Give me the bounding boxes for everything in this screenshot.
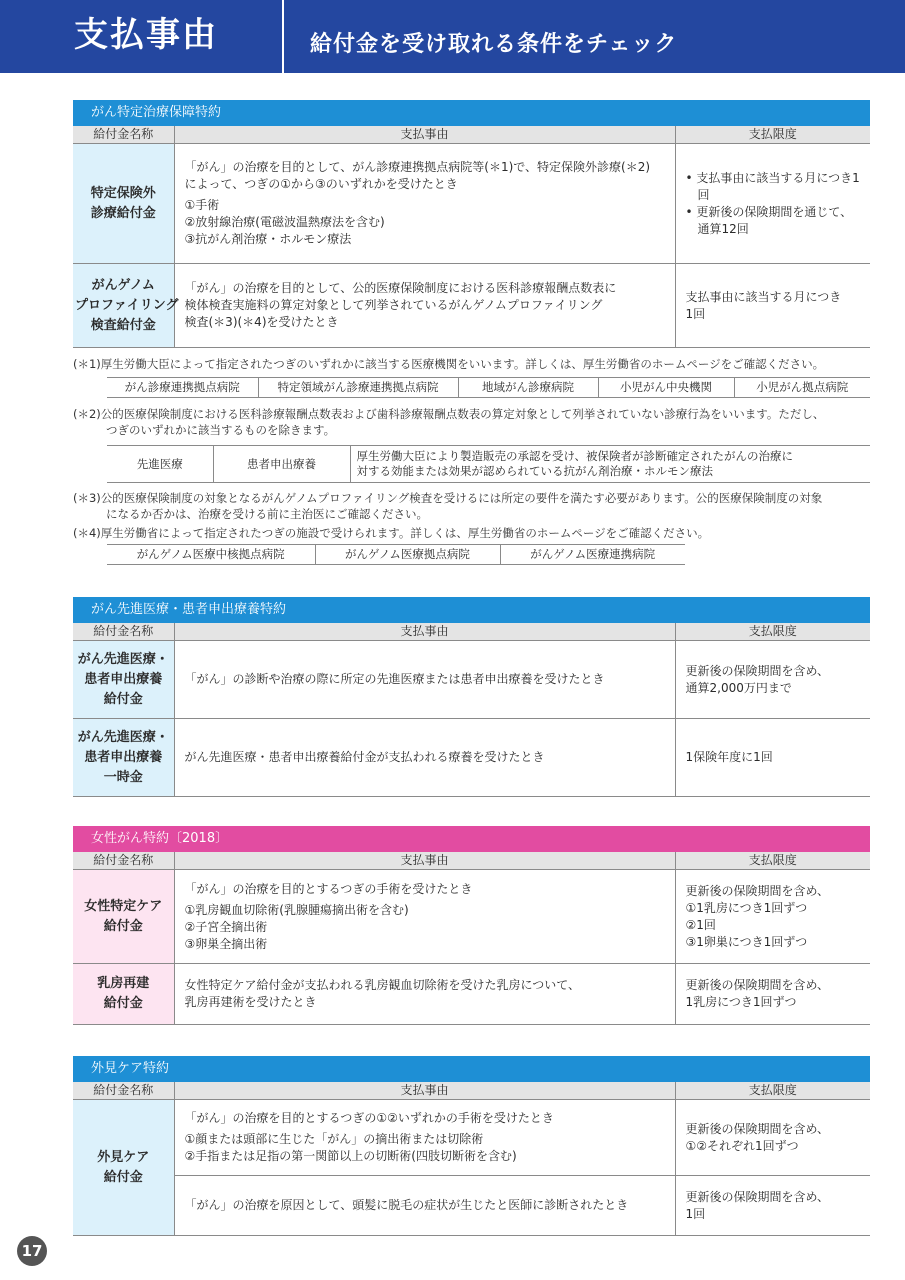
name-line: がん先進医療・ — [77, 651, 169, 667]
reason-line: ①乳房観血切除術(乳腺腫瘍摘出術を含む) — [184, 902, 409, 917]
benefit-name — [73, 641, 174, 719]
reason-line: 「がん」の治療を目的として、がん診療連携拠点病院等(＊1)で、特定保険外診療(＊2) — [184, 160, 651, 174]
limit-line: 1回 — [685, 306, 706, 321]
limit-line: 更新後の保険期間を含め、 — [685, 1189, 830, 1204]
page-title: 支払事由 — [74, 15, 218, 55]
note-text: (＊4)厚生労働省によって指定されたつぎの施設で受けられます。詳しくは、厚生労働省のホームページをご確認ください。 — [73, 526, 710, 540]
reason-line: ③抗がん剤治療・ホルモン療法 — [184, 232, 352, 246]
limit-line: ①1乳房につき1回ずつ — [685, 900, 808, 915]
benefit-limit — [675, 1100, 870, 1176]
list-item — [350, 446, 870, 483]
benefit-reason — [174, 144, 675, 264]
list-item: がん診療連携拠点病院 — [107, 378, 258, 398]
name-line: がん先進医療・ — [77, 729, 169, 745]
col-header-limit: 支払限度 — [675, 623, 870, 641]
col-header-reason: 支払事由 — [174, 623, 675, 641]
reason-line: 「がん」の治療を目的とするつぎの①②いずれかの手術を受けたとき — [184, 1111, 554, 1125]
page-subtitle: 給付金を受け取れる条件をチェック — [310, 32, 678, 57]
table-header-row — [73, 623, 870, 641]
footnote-2 — [73, 406, 873, 438]
header-divider — [282, 0, 284, 73]
col-header-reason: 支払事由 — [174, 852, 675, 870]
footnote-3 — [73, 490, 873, 522]
benefit-name — [73, 1100, 174, 1236]
name-line: 検査給付金 — [90, 317, 156, 333]
benefit-table — [73, 852, 870, 1025]
list-item-line: 対する効能または効果が認められている抗がん剤治療・ホルモン療法 — [356, 464, 713, 478]
reason-line: ①手術 — [184, 198, 220, 212]
reason-line: ②放射線治療(電磁波温熱療法を含む) — [184, 215, 385, 229]
table-row — [73, 870, 870, 964]
benefit-reason — [174, 264, 675, 348]
table-header-row — [73, 1082, 870, 1100]
name-line: 給付金 — [103, 996, 143, 1011]
limit-line: ①②それぞれ1回ずつ — [685, 1138, 799, 1153]
table-row — [73, 719, 870, 797]
limit-line: 更新後の保険期間を含め、 — [685, 663, 830, 678]
section-title: がん先進医療・患者申出療養特約 — [73, 597, 870, 623]
section-female-cancer — [73, 826, 870, 1025]
list-item: 小児がん拠点病院 — [734, 378, 870, 398]
benefit-reason — [174, 719, 675, 797]
benefit-table — [73, 623, 870, 797]
page-header — [0, 0, 905, 73]
reason-line: がん先進医療・患者申出療養給付金が支払われる療養を受けたとき — [184, 750, 545, 764]
name-line: がんゲノム — [91, 277, 155, 293]
benefit-limit — [675, 641, 870, 719]
benefit-table — [73, 126, 870, 348]
benefit-reason — [174, 1176, 675, 1236]
reason-line: 「がん」の診断や治療の際に所定の先進医療または患者申出療養を受けたとき — [184, 672, 605, 686]
name-line: 診療給付金 — [90, 205, 156, 221]
note-text: (＊2)公的医療保険制度における医科診療報酬点数表および歯科診療報酬点数表の算定対象として列挙されていない診療行為をいいます。ただし、 — [73, 407, 825, 421]
name-line: 給付金 — [103, 691, 143, 707]
benefit-reason — [174, 964, 675, 1025]
section-advanced-medical — [73, 597, 870, 797]
reason-line: 乳房再建術を受けたとき — [184, 995, 317, 1009]
name-line: 給付金 — [103, 1169, 143, 1185]
benefit-reason — [174, 1100, 675, 1176]
name-line: 特定保険外 — [90, 185, 156, 201]
list-item: 特定領域がん診療連携拠点病院 — [258, 378, 458, 398]
limit-line: 1保険年度に1回 — [685, 750, 773, 764]
section-title: 外見ケア特約 — [73, 1056, 870, 1082]
note-text: つぎのいずれかに該当するものを除きます。 — [106, 423, 336, 437]
reason-line: 検査(＊3)(＊4)を受けたとき — [184, 315, 339, 329]
limit-line: ②1回 — [685, 917, 716, 932]
name-line: 女性特定ケア — [84, 898, 163, 914]
col-header-limit: 支払限度 — [675, 126, 870, 144]
col-header-limit: 支払限度 — [675, 1082, 870, 1100]
reason-line: 「がん」の治療を目的として、公的医療保険制度における医科診療報酬点数表に — [184, 281, 617, 295]
name-line: 患者申出療養 — [84, 671, 163, 687]
col-header-name: 給付金名称 — [73, 126, 174, 144]
limit-line: 支払事由に該当する月につき — [685, 289, 842, 304]
benefit-limit — [675, 264, 870, 348]
table-row — [73, 1100, 870, 1176]
table-header-row — [73, 852, 870, 870]
list-item: がんゲノム医療拠点病院 — [315, 545, 500, 565]
benefit-limit — [675, 870, 870, 964]
reason-line: 「がん」の治療を原因として、頭髪に脱毛の症状が生じたと医師に診断されたとき — [184, 1198, 629, 1212]
section-cancer-treatment — [73, 100, 870, 348]
list-item-line: 厚生労働大臣により製造販売の承認を受け、被保険者が診断確定されたがんの治療に — [356, 449, 794, 463]
reason-line: 検体検査実施料の算定対象として列挙されているがんゲノムプロファイリング — [184, 298, 603, 312]
footnote-1-list — [107, 377, 870, 398]
benefit-name — [73, 964, 174, 1025]
name-line: プロファイリング — [75, 297, 179, 313]
name-line: 給付金 — [103, 918, 143, 934]
benefit-limit — [675, 964, 870, 1025]
reason-line: によって、つぎの①から③のいずれかを受けたとき — [184, 177, 458, 191]
benefit-reason — [174, 641, 675, 719]
table-row — [73, 1176, 870, 1236]
reason-line: ③卵巣全摘出術 — [184, 936, 268, 951]
list-item: 小児がん中央機関 — [598, 378, 734, 398]
footnote-2-list — [107, 445, 870, 483]
reason-line: 「がん」の治療を目的とするつぎの手術を受けたとき — [184, 881, 473, 896]
benefit-limit — [675, 144, 870, 264]
section-title: 女性がん特約〔2018〕 — [73, 826, 870, 852]
list-item: 地域がん診療病院 — [458, 378, 598, 398]
table-row — [73, 144, 870, 264]
limit-line: 更新後の保険期間を含め、 — [685, 978, 830, 992]
col-header-name: 給付金名称 — [73, 623, 174, 641]
list-item: 先進医療 — [107, 446, 213, 483]
section-appearance-care — [73, 1056, 870, 1236]
footnote-4 — [73, 525, 873, 541]
col-header-reason: 支払事由 — [174, 1082, 675, 1100]
limit-line: 通算2,000万円まで — [685, 680, 792, 695]
name-line: 外見ケア — [97, 1149, 150, 1165]
benefit-table — [73, 1082, 870, 1236]
limit-bullet: • 支払事由に該当する月につき1回 — [685, 170, 860, 202]
note-text: (＊3)公的医療保険制度の対象となるがんゲノムプロファイリング検査を受けるには所定の要件を満たす必要があります。公的医療保険制度の対象 — [73, 491, 823, 505]
footnote-1 — [73, 356, 873, 372]
benefit-name — [73, 144, 174, 264]
table-header-row — [73, 126, 870, 144]
col-header-limit: 支払限度 — [675, 852, 870, 870]
footnote-4-list — [107, 544, 685, 565]
reason-line: ②手指または足指の第一関節以上の切断術(四肢切断術を含む) — [184, 1149, 517, 1163]
limit-line: ③1卵巣につき1回ずつ — [685, 934, 808, 949]
reason-line: 女性特定ケア給付金が支払われる乳房観血切除術を受けた乳房について、 — [184, 978, 581, 992]
col-header-name: 給付金名称 — [73, 1082, 174, 1100]
benefit-name — [73, 264, 179, 348]
limit-bullet: • 更新後の保険期間を通じて、通算12回 — [685, 204, 853, 236]
section-title: がん特定治療保障特約 — [73, 100, 870, 126]
list-item: がんゲノム医療連携病院 — [500, 545, 685, 565]
reason-line: ①顔または頭部に生じた「がん」の摘出術または切除術 — [184, 1132, 484, 1146]
benefit-name — [73, 870, 174, 964]
page-number: 17 — [17, 1236, 47, 1266]
limit-line: 更新後の保険期間を含め、 — [685, 883, 830, 898]
limit-line: 更新後の保険期間を含め、 — [685, 1121, 830, 1136]
name-line: 一時金 — [103, 769, 143, 785]
table-row — [73, 964, 870, 1025]
limit-line: 1乳房につき1回ずつ — [685, 995, 797, 1009]
benefit-name — [73, 719, 174, 797]
col-header-name: 給付金名称 — [73, 852, 174, 870]
benefit-reason — [174, 870, 675, 964]
table-row — [73, 264, 870, 348]
limit-line: 1回 — [685, 1206, 706, 1221]
col-header-reason: 支払事由 — [174, 126, 675, 144]
note-text: (＊1)厚生労働大臣によって指定されたつぎのいずれかに該当する医療機関をいいます。詳しくは、厚生労働省のホームページをご確認ください。 — [73, 357, 825, 371]
reason-line: ②子宮全摘出術 — [184, 919, 268, 934]
table-row — [73, 641, 870, 719]
list-item: がんゲノム医療中核拠点病院 — [107, 545, 315, 565]
list-item: 患者申出療養 — [213, 446, 350, 483]
note-text: になるか否かは、治療を受ける前に主治医にご確認ください。 — [106, 507, 428, 521]
benefit-limit — [675, 719, 870, 797]
name-line: 患者申出療養 — [84, 749, 163, 765]
benefit-limit — [675, 1176, 870, 1236]
name-line: 乳房再建 — [97, 976, 150, 991]
